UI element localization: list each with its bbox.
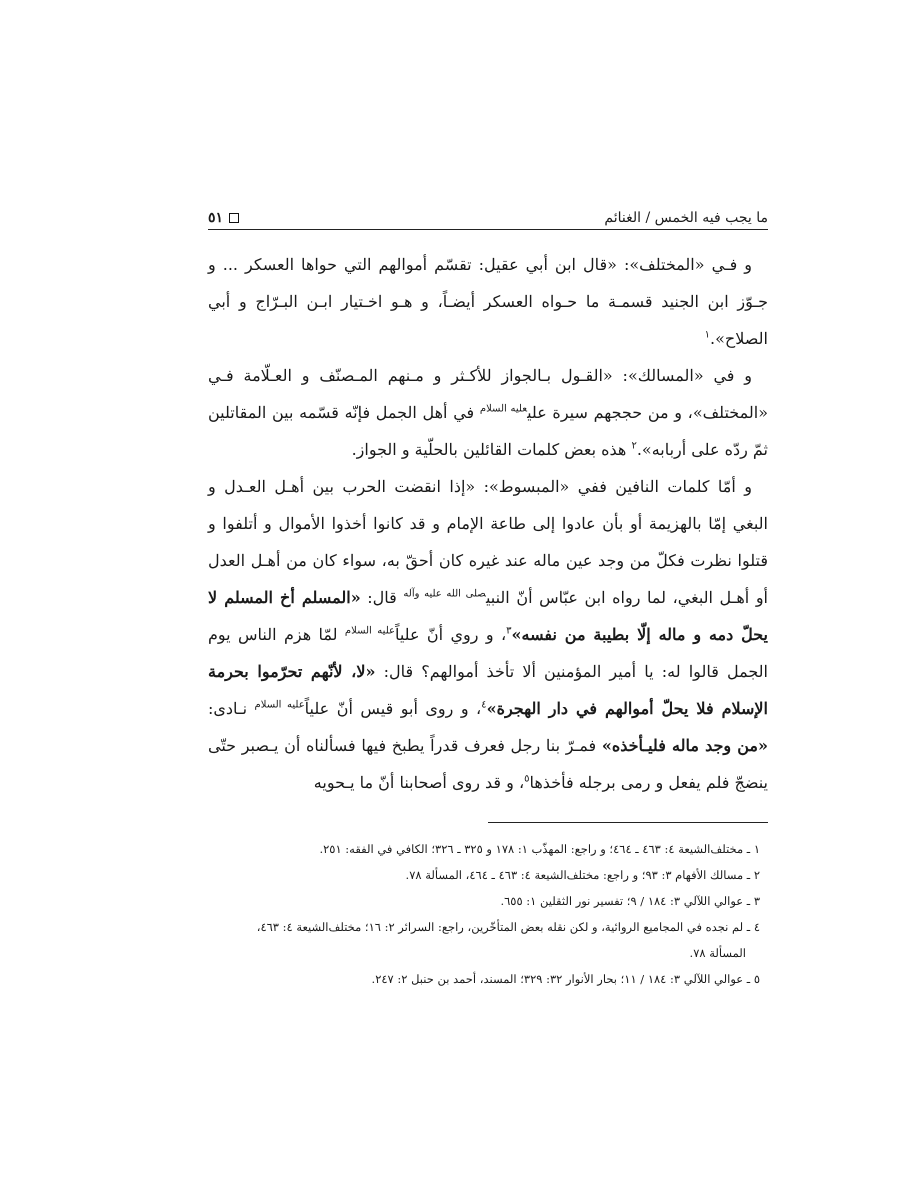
square-icon: [229, 213, 239, 223]
text-span: قال:: [360, 588, 404, 607]
text-span: لمّا هزم الناس يوم الجمل قالوا له: يا أمير المؤمنين ألا تأخذ أموالهم؟ قال:: [208, 625, 769, 681]
footnotes: [208, 836, 768, 992]
text-span: ، و روى أبو قيس أنّ علياً: [304, 699, 482, 718]
hadith-quote: «المسلم أخ المسلم لا يحلّ دمه و ماله إلّا بطيبة من نفسه»: [208, 588, 768, 644]
footnote-1: ١ ـ مختلف‌الشيعة ٤: ٤٦٣ ـ ٤٦٤؛ و راجع: المهذّب ١: ١٧٨ و ٣٢٥ ـ ٣٢٦؛ الكافي في الفقه: ٢٥١.: [319, 842, 760, 856]
honorific-glyph: عليه السلام: [344, 625, 395, 637]
footnote-ref-1: ١: [704, 329, 711, 341]
text-span: هذه بعض كلمات القائلين بالحلّية و الجواز.: [351, 440, 632, 459]
header-rule: [208, 229, 768, 230]
page-number: ٥١: [208, 210, 224, 226]
footnote-4-continuation: المسألة ٧٨.: [689, 946, 746, 960]
text-span: و في «المسالك»: «القـول بـالجواز للأكـثر و مـنهم المـصنّف و العـلّامة فـي «المختلف»، و من حججهم سيرة علي: [208, 366, 768, 422]
footnote-3: ٣ ـ عوالي اللآلي ٣: ١٨٤ / ٩؛ تفسير نور الثقلين ١: ٦٥٥.: [500, 894, 760, 908]
text-span: نـادى:: [208, 699, 255, 718]
footnote-ref-2: ٢: [631, 440, 637, 452]
honorific-glyph: صلى الله عليه وآله: [403, 588, 486, 600]
text-span: ، و قد روى أصحابنا أنّ ما يـحويه: [313, 773, 525, 792]
footnote-ref-5: ٥: [524, 773, 530, 785]
footnote-ref-3: ٣: [506, 625, 512, 637]
running-title: ما يجب فيه الخمس / الغنائم: [604, 210, 768, 226]
text-span: في أهل الجمل فإنّه قسّمه بين المقاتلين ثمّ ردّه على أربابه».: [208, 403, 768, 459]
footnote-ref-4: ٤: [481, 699, 487, 711]
footnote-rule: [488, 822, 768, 823]
text-span: و أمّا كلمات النافين ففي «المبسوط»: «إذا انقضت الحرب بين أهـل العـدل و البغي إمّا بالهزيمة أو بأن عادوا إلى طاعة الإمام و قد كانوا أخذوا الأموال و أتلفوا و قتلوا نظرت فكلّ من وجد عين ماله عند غيره كان أحقّ به، سواء كان من أهـل العدل أو أهـل البغي، لما رواه ابن عبّاس أنّ النبي: [208, 477, 768, 607]
paragraph-1: [208, 246, 768, 357]
footnote-2: ٢ ـ مسالك الأفهام ٣: ٩٣؛ و راجع: مختلف‌الشيعة ٤: ٤٦٣ ـ ٤٦٤، المسألة ٧٨.: [405, 868, 760, 882]
hadith-quote: «من وجد ماله فليـأخذه»: [601, 736, 769, 755]
honorific-glyph: عليه السلام: [254, 699, 305, 711]
footnote-5: ٥ ـ عوالي اللآلي ٣: ١٨٤ / ١١؛ بحار الأنوار ٣٢: ٣٢٩؛ المسند، أحمد بن حنبل ٢: ٢٤٧.: [371, 972, 760, 986]
honorific-glyph: عليه السلام: [479, 403, 528, 415]
page-number-group: [208, 210, 239, 226]
main-text: [208, 246, 768, 801]
paragraph-2: [208, 357, 768, 468]
text-span: و فـي «المختلف»: «قال ابن أبي عقيل: تقسّم أموالهم التي حواها العسكر ... و جـوّز ابن الجنيد قسمـة ما حـواه العسكر أيضـاً، و هـو اخـتيار ابـن البـرّاج و أبي الصلاح».: [208, 255, 768, 348]
text-span: ، و روي أنّ علياً: [394, 625, 507, 644]
paragraph-3: [208, 468, 768, 801]
running-header: [208, 196, 768, 226]
text-span: فمـرّ بنا رجل فعرف قدراً يطبخ فيها فسألناه أن يـصبر حتّى ينضجّ فلم يفعل و رمى برجله فأخذها: [208, 736, 768, 792]
footnote-4: ٤ ـ لم نجده في المجاميع الروائية، و لكن نقله بعض المتأخّرين، راجع: السرائر ٢: ١٦؛ مختلف‌الشيعة ٤: ٤٦٣،: [256, 920, 760, 934]
hadith-quote: «لا، لأنّهم تحرّموا بحرمة الإسلام فلا يحلّ أموالهم في دار الهجرة»: [208, 662, 768, 718]
